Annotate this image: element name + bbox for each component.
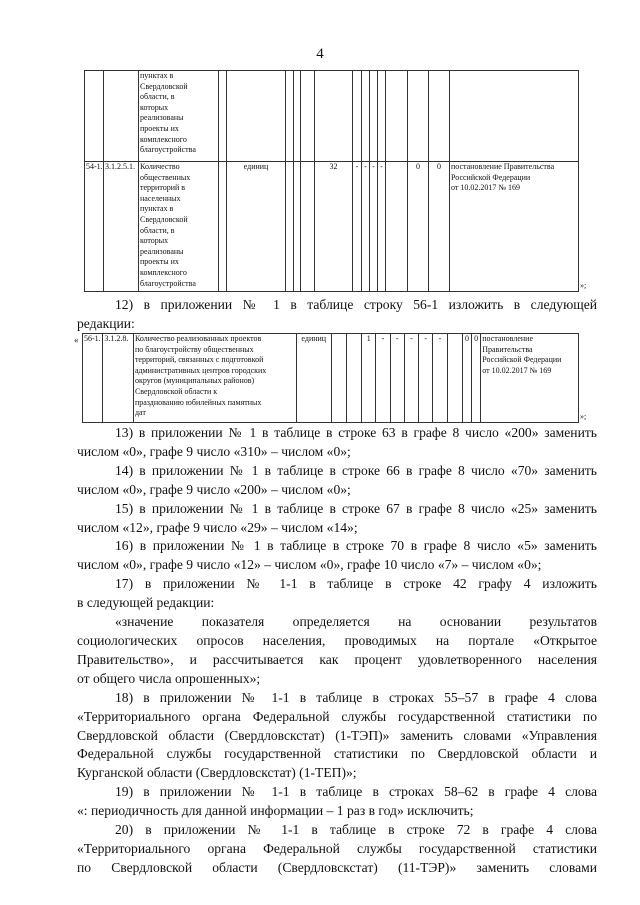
row-code: 3.1.2.5.1. — [104, 162, 139, 292]
indicator-name-cell: Количество реализованных проектов по благоустройству общественных территорий, связанных с подготовкой административных центров городских округов (муниципальных районов) Свердловской области к празднованию юбилейных памятных дат — [133, 334, 296, 423]
row-number: 56-1. — [83, 334, 103, 423]
source-document-cell: постановление Правительства Российской Федерации от 10.02.2017 № 169 — [450, 162, 579, 292]
value-cell: 0 — [472, 334, 481, 423]
dash-cell: - — [376, 334, 390, 423]
paragraph-item-16: 16) в приложении № 1 в таблице в строке 70 в графе 8 число «5» заменить числом «0», графе 9 число «12» – числом «0», графе 10 число «7» – числом «0»; — [77, 538, 597, 573]
paragraph-item-15: 15) в приложении № 1 в таблице в строке 67 в графе 8 число «25» заменить числом «12», графе 9 число «29» – числом «14»; — [77, 500, 597, 535]
table-row — [85, 71, 599, 162]
paragraph-item-12: 12) в приложении № 1 в таблице строку 56-1 изложить в следующей редакции: — [77, 297, 597, 331]
dash-cell: - — [404, 334, 418, 423]
closing-quote: »; — [580, 411, 587, 421]
table-row — [83, 334, 599, 423]
paragraph-item-13: 13) в приложении № 1 в таблице в строке 63 в графе 8 число «200» заменить числом «0», графе 9 число «310» – числом «0»; — [77, 425, 597, 459]
paragraph-item-18: 18) в приложении № 1-1 в таблице в строках 55–57 в графе 4 слова «Территориального органа Федеральной службы государственной статистики по Свердловской области (Свердловскстат) (1-ТЭП)» заменить словами «Управления Федеральной службы государственной статистики по Свердловской области и Курганской области (Свердловскстат) (1-ТЕП)»; — [77, 689, 597, 781]
indicator-name-cell: пунктах в Свердловской области, в которых реализованы проекты их комплексного благоустройства — [139, 71, 219, 162]
row-code: 3.1.2.8. — [103, 334, 134, 423]
closing-quote: »; — [580, 280, 587, 290]
value-cell: 0 — [462, 334, 471, 423]
dash-cell: - — [390, 334, 404, 423]
source-document-cell: постановление Правительства Российской Федерации от 10.02.2017 № 169 — [481, 334, 579, 423]
dash-cell: - — [419, 334, 433, 423]
paragraph-item-14: 14) в приложении № 1 в таблице в строке 66 в графе 8 число «70» заменить числом «0», графе 9 число «200» – числом «0»; — [77, 462, 597, 497]
amendments-text — [77, 424, 597, 878]
value-cell: 1 — [362, 334, 376, 423]
dash-cell: - — [378, 162, 386, 292]
page-number: 4 — [316, 46, 324, 62]
indicator-table-replacement — [82, 333, 598, 423]
dash-cell: - — [433, 334, 447, 423]
value-cell: 0 — [429, 162, 450, 292]
paragraph-item-20: 20) в приложении № 1-1 в таблице в строке 72 в графе 4 слова «Территориального органа Федеральной службы государственной статистики по Свердловской области (Свердловскстат) (11-ТЭР)» заменить словами — [77, 822, 597, 875]
value-cell: 32 — [315, 162, 353, 292]
dash-cell: - — [353, 162, 362, 292]
paragraph-item-19: 19) в приложении № 1-1 в таблице в строках 58–62 в графе 4 слова «: периодичность для данной информации – 1 раз в год» исключить; — [77, 784, 597, 819]
dash-cell: - — [362, 162, 370, 292]
unit-cell: единиц — [296, 334, 331, 423]
quoted-definition: «значение показателя определяется на основании результатов социологических опросов населения, проводимых на портале «Открытое Правительство», и рассчитывается как процент удовлетворенного населения от общего числа опрошенных»; — [77, 614, 597, 686]
table-row — [85, 162, 599, 292]
unit-cell: единиц — [227, 162, 286, 292]
paragraph-item-17: 17) в приложении № 1-1 в таблице в строке 42 графу 4 изложить в следующей редакции: — [77, 576, 597, 611]
row-number: 54-1. — [85, 162, 104, 292]
opening-quote: « — [74, 335, 79, 345]
dash-cell: - — [370, 162, 378, 292]
indicator-name-cell: Количество общественных территорий в населенных пунктах в Свердловской области, в которых реализованы проекты их комплексного благоустройства — [139, 162, 219, 292]
indicator-table-top — [84, 70, 599, 292]
value-cell: 0 — [408, 162, 429, 292]
